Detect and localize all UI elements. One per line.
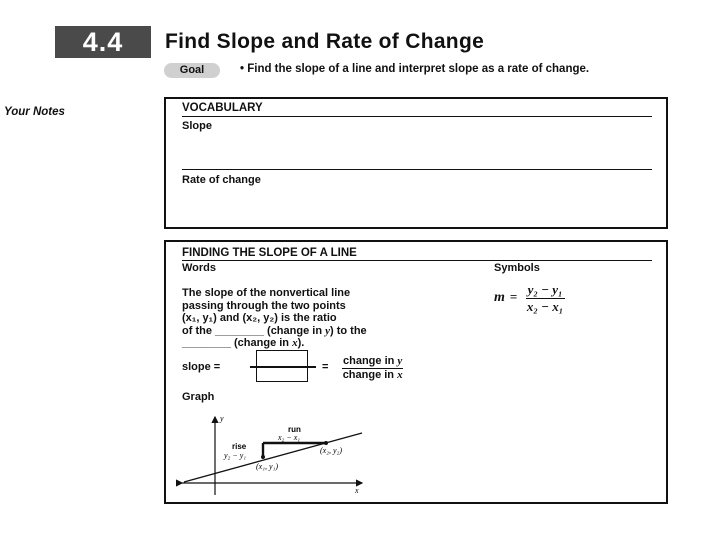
rise-expression: y₂ − y₁ — [224, 451, 247, 460]
point-1-text: (x₁, y₁) — [182, 312, 217, 325]
point-2 — [324, 441, 328, 445]
goal-label: Goal — [164, 63, 220, 78]
finding-slope-title: FINDING THE SLOPE OF A LINE — [182, 247, 357, 259]
formula-numerator: y₂ − y₁ — [527, 282, 563, 297]
slope-graph — [170, 405, 380, 500]
slope-equals-label: slope = — [182, 361, 221, 373]
vocab-divider — [182, 169, 652, 170]
vocab-term-rate-of-change: Rate of change — [182, 174, 261, 186]
goal-text: • Find the slope of a line and interpret slope as a rate of change. — [240, 63, 590, 75]
slope-definition-line-5: ________ (change in x). — [182, 337, 305, 350]
change-in-x: change in x — [342, 369, 403, 381]
change-fraction — [342, 355, 403, 382]
y-axis-label: y — [220, 414, 224, 423]
second-equals: = — [322, 361, 329, 373]
vocabulary-title: VOCABULARY — [182, 102, 263, 114]
change-in-y: change in y — [343, 355, 403, 367]
page-title: Find Slope and Rate of Change — [165, 30, 485, 53]
slope-formula: m = $\frac{\text{y₂ − y₁}}{\text{x₂ − x₁}}$ — [494, 282, 564, 314]
point-2-text: (x₂, y₂) — [242, 312, 278, 325]
slope-definition-line-1: The slope of the nonvertical line — [182, 287, 351, 299]
run-label: run — [288, 425, 301, 434]
point-1 — [261, 455, 265, 459]
blank-rise: ________ — [215, 324, 264, 337]
slope-definition-line-3: (x₁, y₁) and (x₂, y₂) is the ratio — [182, 312, 337, 325]
slope-definition — [182, 287, 472, 350]
point-1-label: (x₁, y₁) — [256, 462, 278, 471]
rise-label: rise — [232, 442, 247, 451]
graph-label: Graph — [182, 391, 215, 403]
your-notes-label: Your Notes — [4, 106, 65, 118]
words-label: Words — [182, 262, 217, 274]
section-number: 4.4 — [55, 26, 151, 58]
formula-denominator: x₂ − x₁ — [526, 299, 564, 314]
blank-run: ________ — [182, 337, 231, 350]
finding-slope-title-rule — [182, 260, 652, 261]
fraction-bar — [250, 366, 316, 368]
point-2-label: (x₂, y₂) — [320, 446, 342, 455]
x-axis-label: x — [355, 486, 359, 495]
slope-definition-line-4: of the ________ (change in y) to the — [182, 324, 367, 337]
symbols-label: Symbols — [494, 262, 540, 274]
run-expression: x₂ − x₁ — [278, 433, 301, 442]
slope-definition-line-2: passing through the two points — [182, 299, 346, 312]
vocab-term-slope: Slope — [182, 120, 212, 132]
graph-line — [184, 433, 362, 482]
vocabulary-title-rule — [182, 116, 652, 117]
